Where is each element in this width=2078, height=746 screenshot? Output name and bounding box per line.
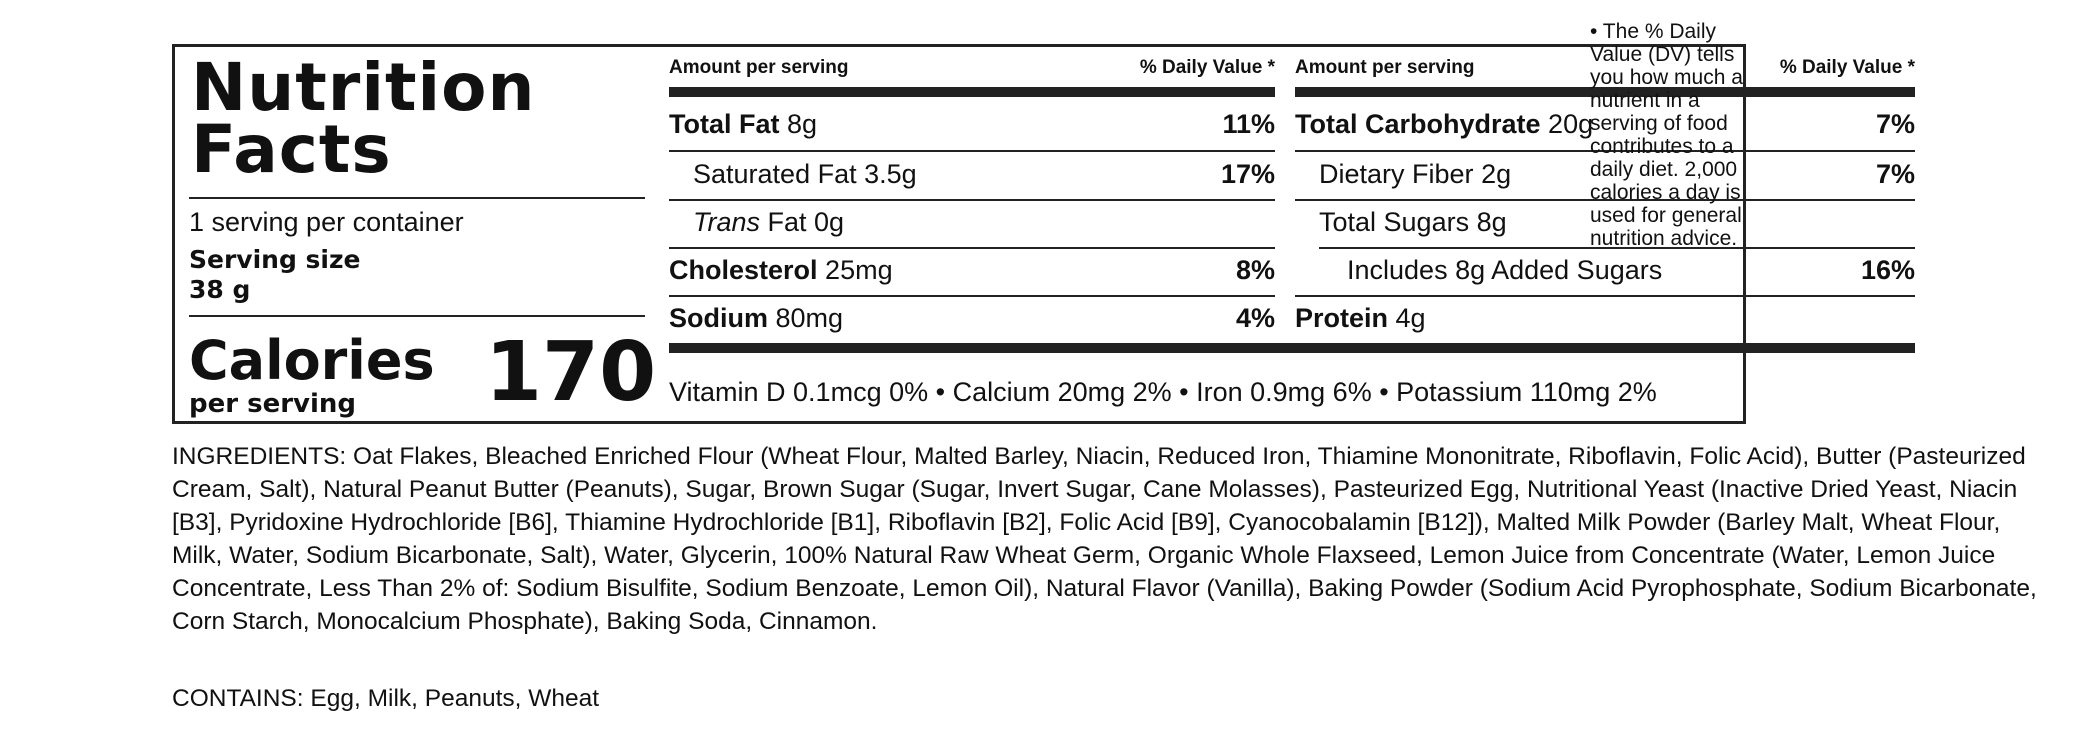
nutrient-dv: 8% [1235, 255, 1275, 285]
divider [1295, 295, 1915, 297]
nutrient-name: Total Fat [669, 109, 780, 139]
divider [189, 315, 645, 317]
title-line1: Nutrition [191, 49, 536, 126]
calories-label: Calories [189, 329, 435, 392]
left-header-amount: Amount per serving [669, 57, 849, 78]
serving-size-value: 38 g [189, 275, 251, 304]
divider [669, 150, 1275, 152]
divider [669, 247, 1275, 249]
serving-size-label: Serving size [189, 245, 361, 274]
nutrition-facts-label [172, 44, 1915, 424]
thick-rule [669, 343, 1915, 353]
title-line2: Facts [191, 111, 392, 188]
nutrient-row [1295, 109, 1593, 140]
nutrient-dv: 17% [1220, 159, 1275, 189]
nutrient-amount: 25mg [825, 255, 893, 285]
thick-rule [669, 87, 1275, 97]
right-header-dv: % Daily Value * [1779, 57, 1915, 78]
left-header-dv: % Daily Value * [1139, 57, 1275, 78]
nutrient-name: Saturated Fat [693, 159, 857, 189]
nutrient-row [1319, 207, 1507, 238]
nutrient-name: Cholesterol [669, 255, 818, 285]
nutrient-dv: 7% [1875, 159, 1915, 189]
divider [669, 295, 1275, 297]
allergens-text: CONTAINS: Egg, Milk, Peanuts, Wheat [172, 685, 600, 712]
nutrient-row [1295, 303, 1426, 334]
nutrient-row [693, 159, 917, 190]
nutrient-amount: 80mg [775, 303, 844, 333]
nutrient-dv: 16% [1860, 255, 1915, 285]
nutrient-dv: 4% [1235, 303, 1275, 333]
nutrient-name: Total Carbohydrate [1295, 109, 1541, 139]
nutrient-amount: 3.5g [864, 159, 917, 189]
nutrient-row [669, 303, 843, 334]
nutrient-row [669, 255, 893, 286]
nutrient-amount: 20g [1548, 109, 1594, 139]
divider [669, 199, 1275, 201]
nutrient-amount: 2g [1481, 159, 1512, 189]
nutrient-row [1319, 159, 1511, 190]
nutrient-amount: Fat 0g [767, 207, 845, 237]
vitamins-minerals: Vitamin D 0.1mcg 0% • Calcium 20mg 2% • Iron 0.9mg 6% • Potassium 110mg 2% [669, 377, 1657, 407]
nutrient-name: Dietary Fiber [1319, 159, 1474, 189]
nutrient-name: Sodium [669, 303, 768, 333]
nutrient-name: Total Sugars [1319, 207, 1470, 237]
nutrient-dv: 7% [1875, 109, 1915, 139]
nutrient-name: Includes 8g Added Sugars [1347, 255, 1663, 285]
servings-per-container: 1 serving per container [189, 207, 464, 237]
nutrient-amount: 4g [1395, 303, 1426, 333]
nutrient-amount: 8g [787, 109, 818, 139]
serving-size [189, 245, 361, 305]
nutrient-amount: 8g [1476, 207, 1507, 237]
daily-value-footnote: • The % Daily Value (DV) tells you how much a nutrient in a serving of food contributes to a daily diet. 2,000 calories a day is used for general nutrition advice. [1590, 20, 1743, 250]
nutrient-name: Protein [1295, 303, 1389, 333]
nutrient-name: Trans [693, 207, 761, 237]
nutrient-row [669, 109, 817, 140]
calories-value: 170 [485, 325, 657, 420]
nutrient-dv: 11% [1222, 109, 1275, 139]
label-title [191, 49, 536, 188]
divider [189, 197, 645, 199]
calories-per-serving: per serving [189, 389, 357, 419]
nutrient-row [1347, 255, 1662, 286]
ingredients-text: INGREDIENTS: Oat Flakes, Bleached Enriched Flour (Wheat Flour, Malted Barley, Niacin, Reduced Iron, Thiamine Mononitrate, Riboflavin, Folic Acid), Butter (Pasteurized Cream, Salt), Natural Peanut Butter (Peanuts), Sugar, Brown Sugar (Sugar, Invert Sugar, Cane Molasses), Pasteurized Egg, Nutritional Yeast (Inactive Dried Yeast, Niacin [B3], Pyridoxine Hydrochloride [B6], Thiamine Hydrochloride [B1], Riboflavin [B2], Folic Acid [B9], Cyanocobalamin [B12]), Malted Milk Powder (Barley Malt, Wheat Flour, Milk, Water, Sodium Bicarbonate, Salt), Water, Glycerin, 100% Natural Raw Wheat Germ, Organic Whole Flaxseed, Lemon Juice from Concentrate (Water, Lemon Juice Concentrate, Less Than 2% of: Sodium Bisulfite, Sodium Benzoate, Lemon Oil), Natural Flavor (Vanilla), Baking Powder (Sodium Acid Pyrophosphate, Sodium Bicarbonate, Corn Starch, Monocalcium Phosphate), Baking Soda, Cinnamon. [172, 443, 2037, 635]
nutrient-row [693, 207, 844, 238]
right-header-amount: Amount per serving [1295, 57, 1475, 78]
